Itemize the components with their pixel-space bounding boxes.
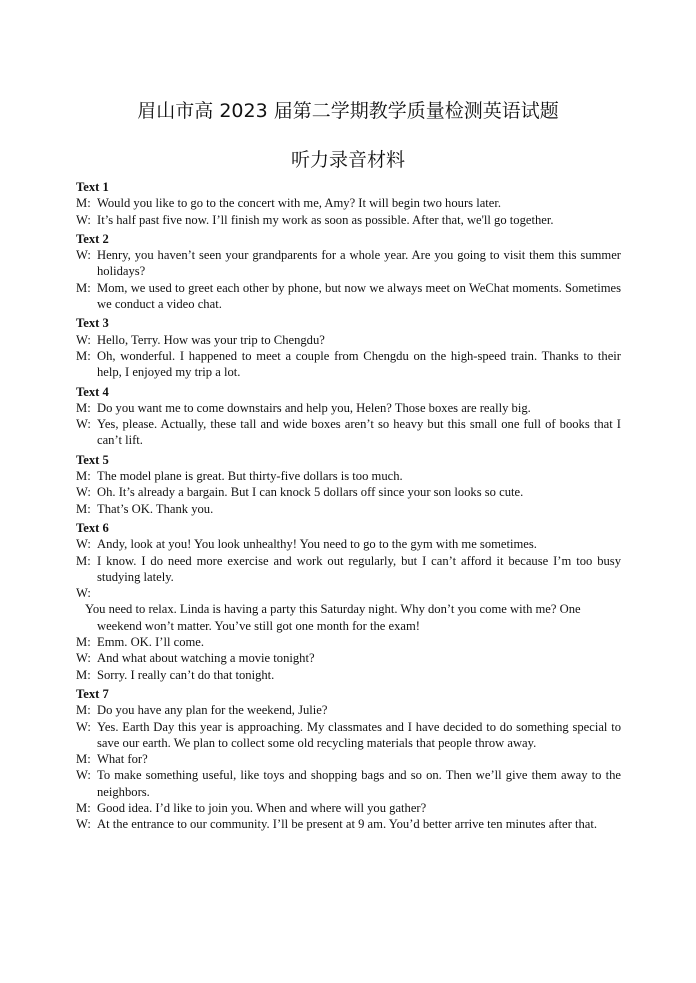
speaker-label: M: <box>76 469 91 484</box>
dialogue-line <box>76 400 621 416</box>
speaker-label: M: <box>76 703 91 718</box>
speaker-label: W: <box>76 332 91 347</box>
dialogue-line <box>76 585 621 601</box>
speaker-label: M: <box>76 400 91 415</box>
dialogue-text: Henry, you haven’t seen your grandparents for a whole year. Are you going to visit them this summer holidays? <box>97 248 621 279</box>
document-subtitle: 听力录音材料 <box>290 149 405 171</box>
speaker-label: W: <box>76 651 91 666</box>
document-title: 眉山市高 2023 届第二学期教学质量检测英语试题 <box>137 100 559 122</box>
text-section <box>76 520 621 683</box>
text-section-heading: Text 1 <box>76 180 109 194</box>
speaker-label: W: <box>76 719 91 734</box>
dialogue-text: Mom, we used to greet each other by phone, but now we always meet on WeChat moments. Sometimes we conduct a video chat. <box>97 280 621 312</box>
dialogue-text: You need to relax. Linda is having a party this Saturday night. Why don’t you come with me? One weekend won’t matter. You’ve still got one month for the exam! <box>85 602 581 633</box>
dialogue-line <box>76 800 621 816</box>
text-section <box>76 231 621 312</box>
speaker-label: M: <box>76 501 91 516</box>
text-section <box>76 452 621 517</box>
speaker-label: M: <box>76 553 91 568</box>
dialogue-text: At the entrance to our community. I’ll be present at 9 am. You’d better arrive ten minutes after that. <box>97 817 597 832</box>
dialogue-line <box>76 484 621 500</box>
text-section <box>76 686 621 833</box>
speaker-label: W: <box>76 212 91 227</box>
dialogue-text: Yes, please. Actually, these tall and wide boxes aren’t so heavy but this small one full of books that I can’t lift. <box>97 417 621 448</box>
speaker-label: M: <box>76 196 91 211</box>
dialogue-text: Good idea. I’d like to join you. When and where will you gather? <box>97 800 427 815</box>
dialogue-line <box>76 601 621 634</box>
dialogue-text: The model plane is great. But thirty-five dollars is too much. <box>97 469 403 484</box>
text-section-heading: Text 4 <box>76 384 109 399</box>
speaker-label: M: <box>76 800 91 815</box>
dialogue-text: Would you like to go to the concert with me, Amy? It will begin two hours later. <box>97 196 502 211</box>
text-section <box>76 315 621 380</box>
speaker-label: W: <box>76 768 91 783</box>
dialogue-line <box>76 416 621 449</box>
dialogue-line <box>76 468 621 484</box>
dialogue-line <box>76 247 621 280</box>
dialogue-text: That’s OK. Thank you. <box>97 501 214 516</box>
dialogue-line <box>76 195 621 211</box>
speaker-label: M: <box>76 667 91 682</box>
dialogue-line <box>76 332 621 348</box>
text-section <box>76 384 621 449</box>
dialogue-line <box>76 751 621 767</box>
dialogue-line <box>76 212 621 228</box>
speaker-label: W: <box>76 537 91 552</box>
speaker-label: M: <box>76 635 91 650</box>
dialogue-text: Oh, wonderful. I happened to meet a couple from Chengdu on the high-speed train. Thanks to their help, I enjoyed my trip a lot. <box>97 348 621 380</box>
dialogue-line <box>76 650 621 666</box>
dialogue-text: Do you want me to come downstairs and help you, Helen? Those boxes are really big. <box>97 400 531 415</box>
dialogue-text: Andy, look at you! You look unhealthy! You need to go to the gym with me sometimes. <box>97 537 537 552</box>
speaker-label: M: <box>76 280 91 295</box>
speaker-label: M: <box>76 752 91 767</box>
dialogue-line <box>76 536 621 552</box>
dialogue-text: Hello, Terry. How was your trip to Chengdu? <box>97 332 325 347</box>
dialogue-text: I know. I do need more exercise and work out regularly, but I can’t afford it because I’m too busy studying lately. <box>97 553 621 584</box>
dialogue-text: Emm. OK. I’ll come. <box>97 635 205 650</box>
dialogue-text: Do you have any plan for the weekend, Julie? <box>97 703 328 718</box>
dialogue-line <box>76 348 621 381</box>
speaker-label: W: <box>76 485 91 500</box>
text-section-heading: Text 3 <box>76 316 109 331</box>
speaker-label: W: <box>76 586 91 601</box>
text-section-heading: Text 6 <box>76 520 109 535</box>
dialogue-text: Oh. It’s already a bargain. But I can knock 5 dollars off since your son looks so cute. <box>97 485 524 500</box>
speaker-label: W: <box>76 817 91 832</box>
text-section <box>76 179 621 228</box>
text-section-heading: Text 2 <box>76 231 109 246</box>
speaker-label: M: <box>76 348 91 363</box>
dialogue-line <box>76 280 621 313</box>
speaker-label: W: <box>76 248 91 263</box>
dialogue-line <box>76 634 621 650</box>
transcript-content <box>76 179 621 833</box>
dialogue-text: Yes. Earth Day this year is approaching. My classmates and I have decided to do something special to save our earth. We plan to collect some old recycling materials that people throw away. <box>97 719 621 750</box>
text-section-heading: Text 5 <box>76 452 109 467</box>
dialogue-line <box>76 702 621 718</box>
dialogue-text: To make something useful, like toys and shopping bags and so on. Then we’ll give them away to the neighbors. <box>97 768 621 799</box>
dialogue-text: What for? <box>97 752 148 767</box>
dialogue-line <box>76 667 621 683</box>
dialogue-text: And what about watching a movie tonight? <box>97 651 315 666</box>
dialogue-text: It’s half past five now. I’ll finish my work as soon as possible. After that, we'll go together. <box>97 212 554 227</box>
dialogue-line <box>76 767 621 800</box>
dialogue-line <box>76 501 621 517</box>
dialogue-line <box>76 719 621 752</box>
speaker-label: W: <box>76 417 91 432</box>
dialogue-line <box>76 816 621 832</box>
dialogue-line <box>76 553 621 586</box>
text-section-heading: Text 7 <box>76 686 109 701</box>
dialogue-text: Sorry. I really can’t do that tonight. <box>97 667 275 682</box>
